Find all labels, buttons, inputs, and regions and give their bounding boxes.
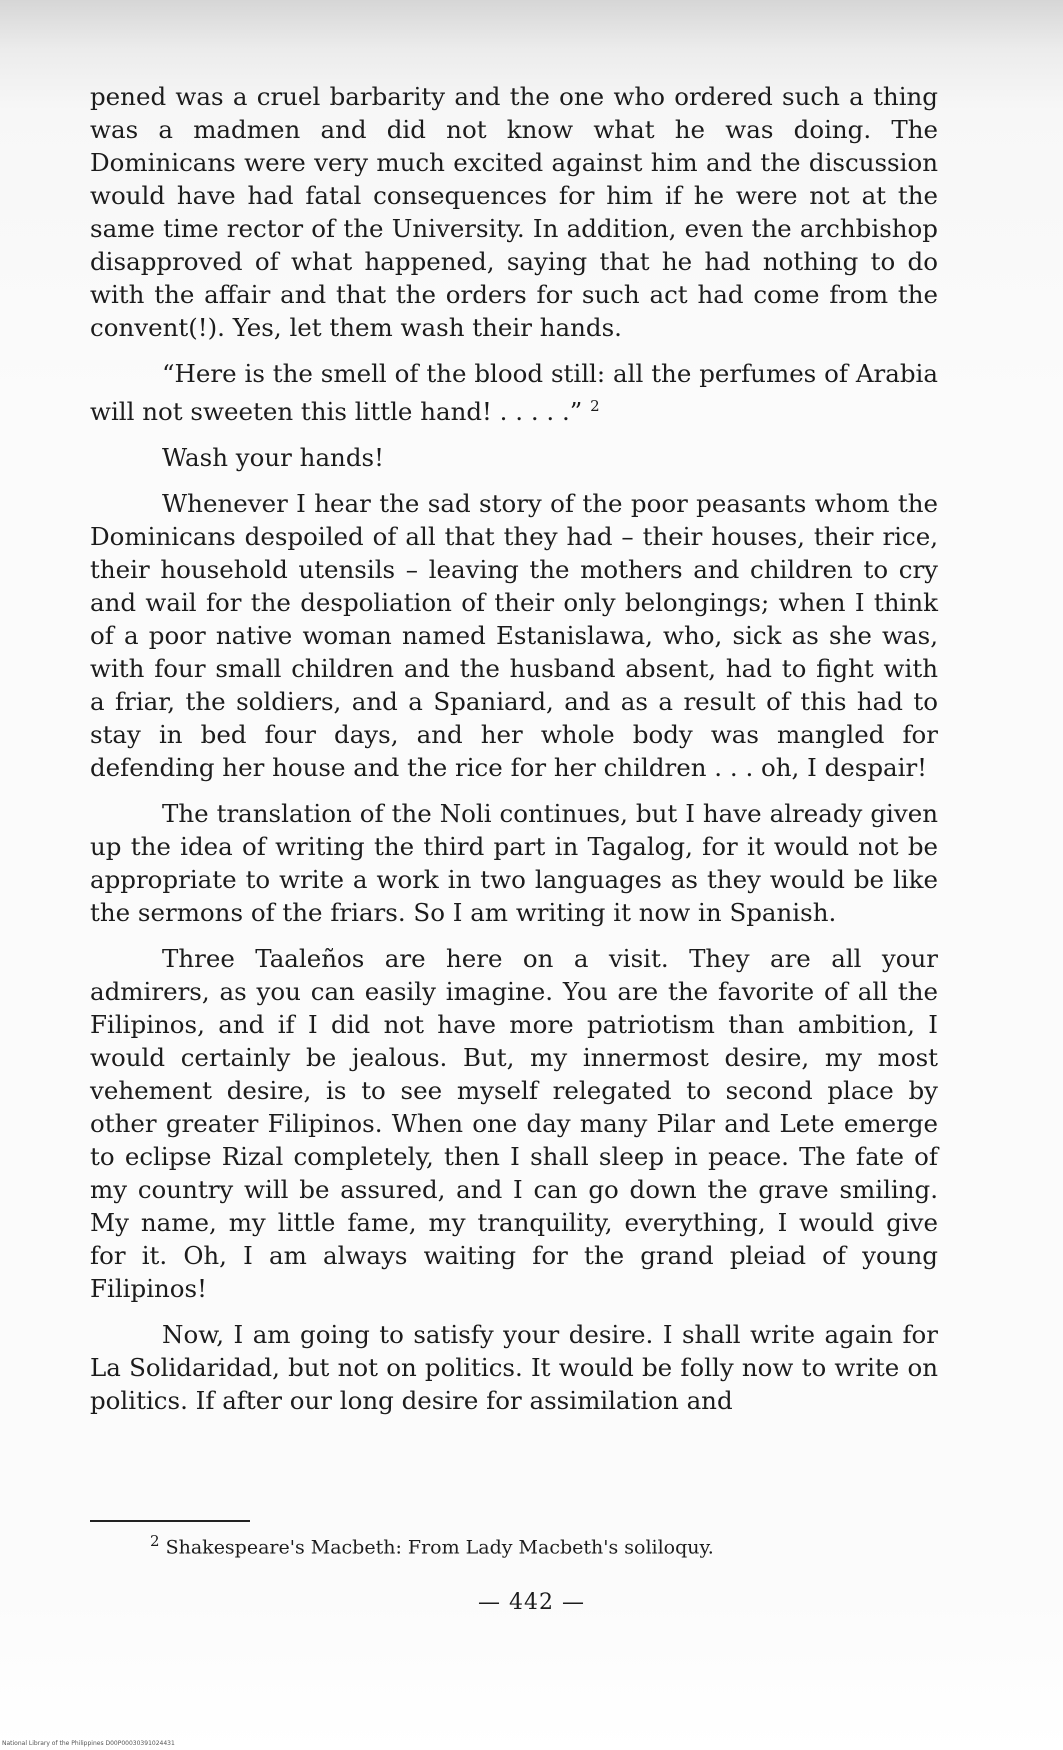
footnote-marker: 2 <box>150 1532 160 1550</box>
footnote-text: Shakespeare's Macbeth: From Lady Macbeth's soliloquy. <box>165 1536 714 1559</box>
footnote-reference: 2 <box>590 397 600 415</box>
paragraph-4: Whenever I hear the sad story of the poor peasants whom the Dominicans despoiled of all that they had – their houses, their rice, their household utensils – leaving the mothers and children to cry and wail for the despoliation of their only belongings; when I think of a poor native woman named Estanislawa, who, sick as she was, with four small children and the husband absent, had to fight with a friar, the soldiers, and a Spaniard, and as a result of this had to stay in bed four days, and her whole body was mangled for defending her house and the rice for her children . . . oh, I despair! <box>90 489 938 783</box>
paragraph-3: Wash your hands! <box>162 443 384 473</box>
footnote-divider <box>90 1520 250 1522</box>
page-number: — 442 — <box>478 1590 585 1615</box>
paragraph-1: pened was a cruel barbarity and the one who ordered such a thing was a madmen and did not know what he was doing. The Dominicans were very much excited against him and the discussion would have had fatal consequences for him if he were not at the same time rector of the University. In addition, even the archbishop disapproved of what happened, saying that he had nothing to do with the affair and that the orders for such act had come from the convent(!). Yes, let them wash their hands. <box>90 82 938 342</box>
paragraph-6: Three Taaleños are here on a visit. They are all your admirers, as you can easily imagine. You are the favorite of all the Filipinos, and if I did not have more patriotism than ambition, I would certainly be jealous. But, my innermost desire, my most vehement desire, is to see myself relegated to second place by other greater Filipinos. When one day many Pilar and Lete emerge to eclipse Rizal completely, then I shall sleep in peace. The fate of my country will be assured, and I can go down the grave smiling. My name, my little fame, my tranquility, everything, I would give for it. Oh, I am always waiting for the grand pleiad of young Filipinos! <box>90 944 938 1304</box>
paragraph-7: Now, I am going to satisfy your desire. I shall write again for La Solidaridad, but not on politics. It would be folly now to write on politics. If after our long desire for assimilation and <box>90 1320 938 1416</box>
footnote <box>150 1528 930 1560</box>
paragraph-2 <box>90 357 938 428</box>
paragraph-5: The translation of the Noli continues, but I have already given up the idea of writing the third part in Tagalog, for it would not be appropriate to write a work in two languages as they would be like the sermons of the friars. So I am writing it now in Spanish. <box>90 799 938 928</box>
macbeth-quote: “Here is the smell of the blood still: all the perfumes of Arabia will not sweeten this little hand! . . . . .” <box>90 359 938 427</box>
library-credit: National Library of the Philippines D00P00030391024431 <box>2 1740 175 1747</box>
letter-body <box>90 80 938 1430</box>
